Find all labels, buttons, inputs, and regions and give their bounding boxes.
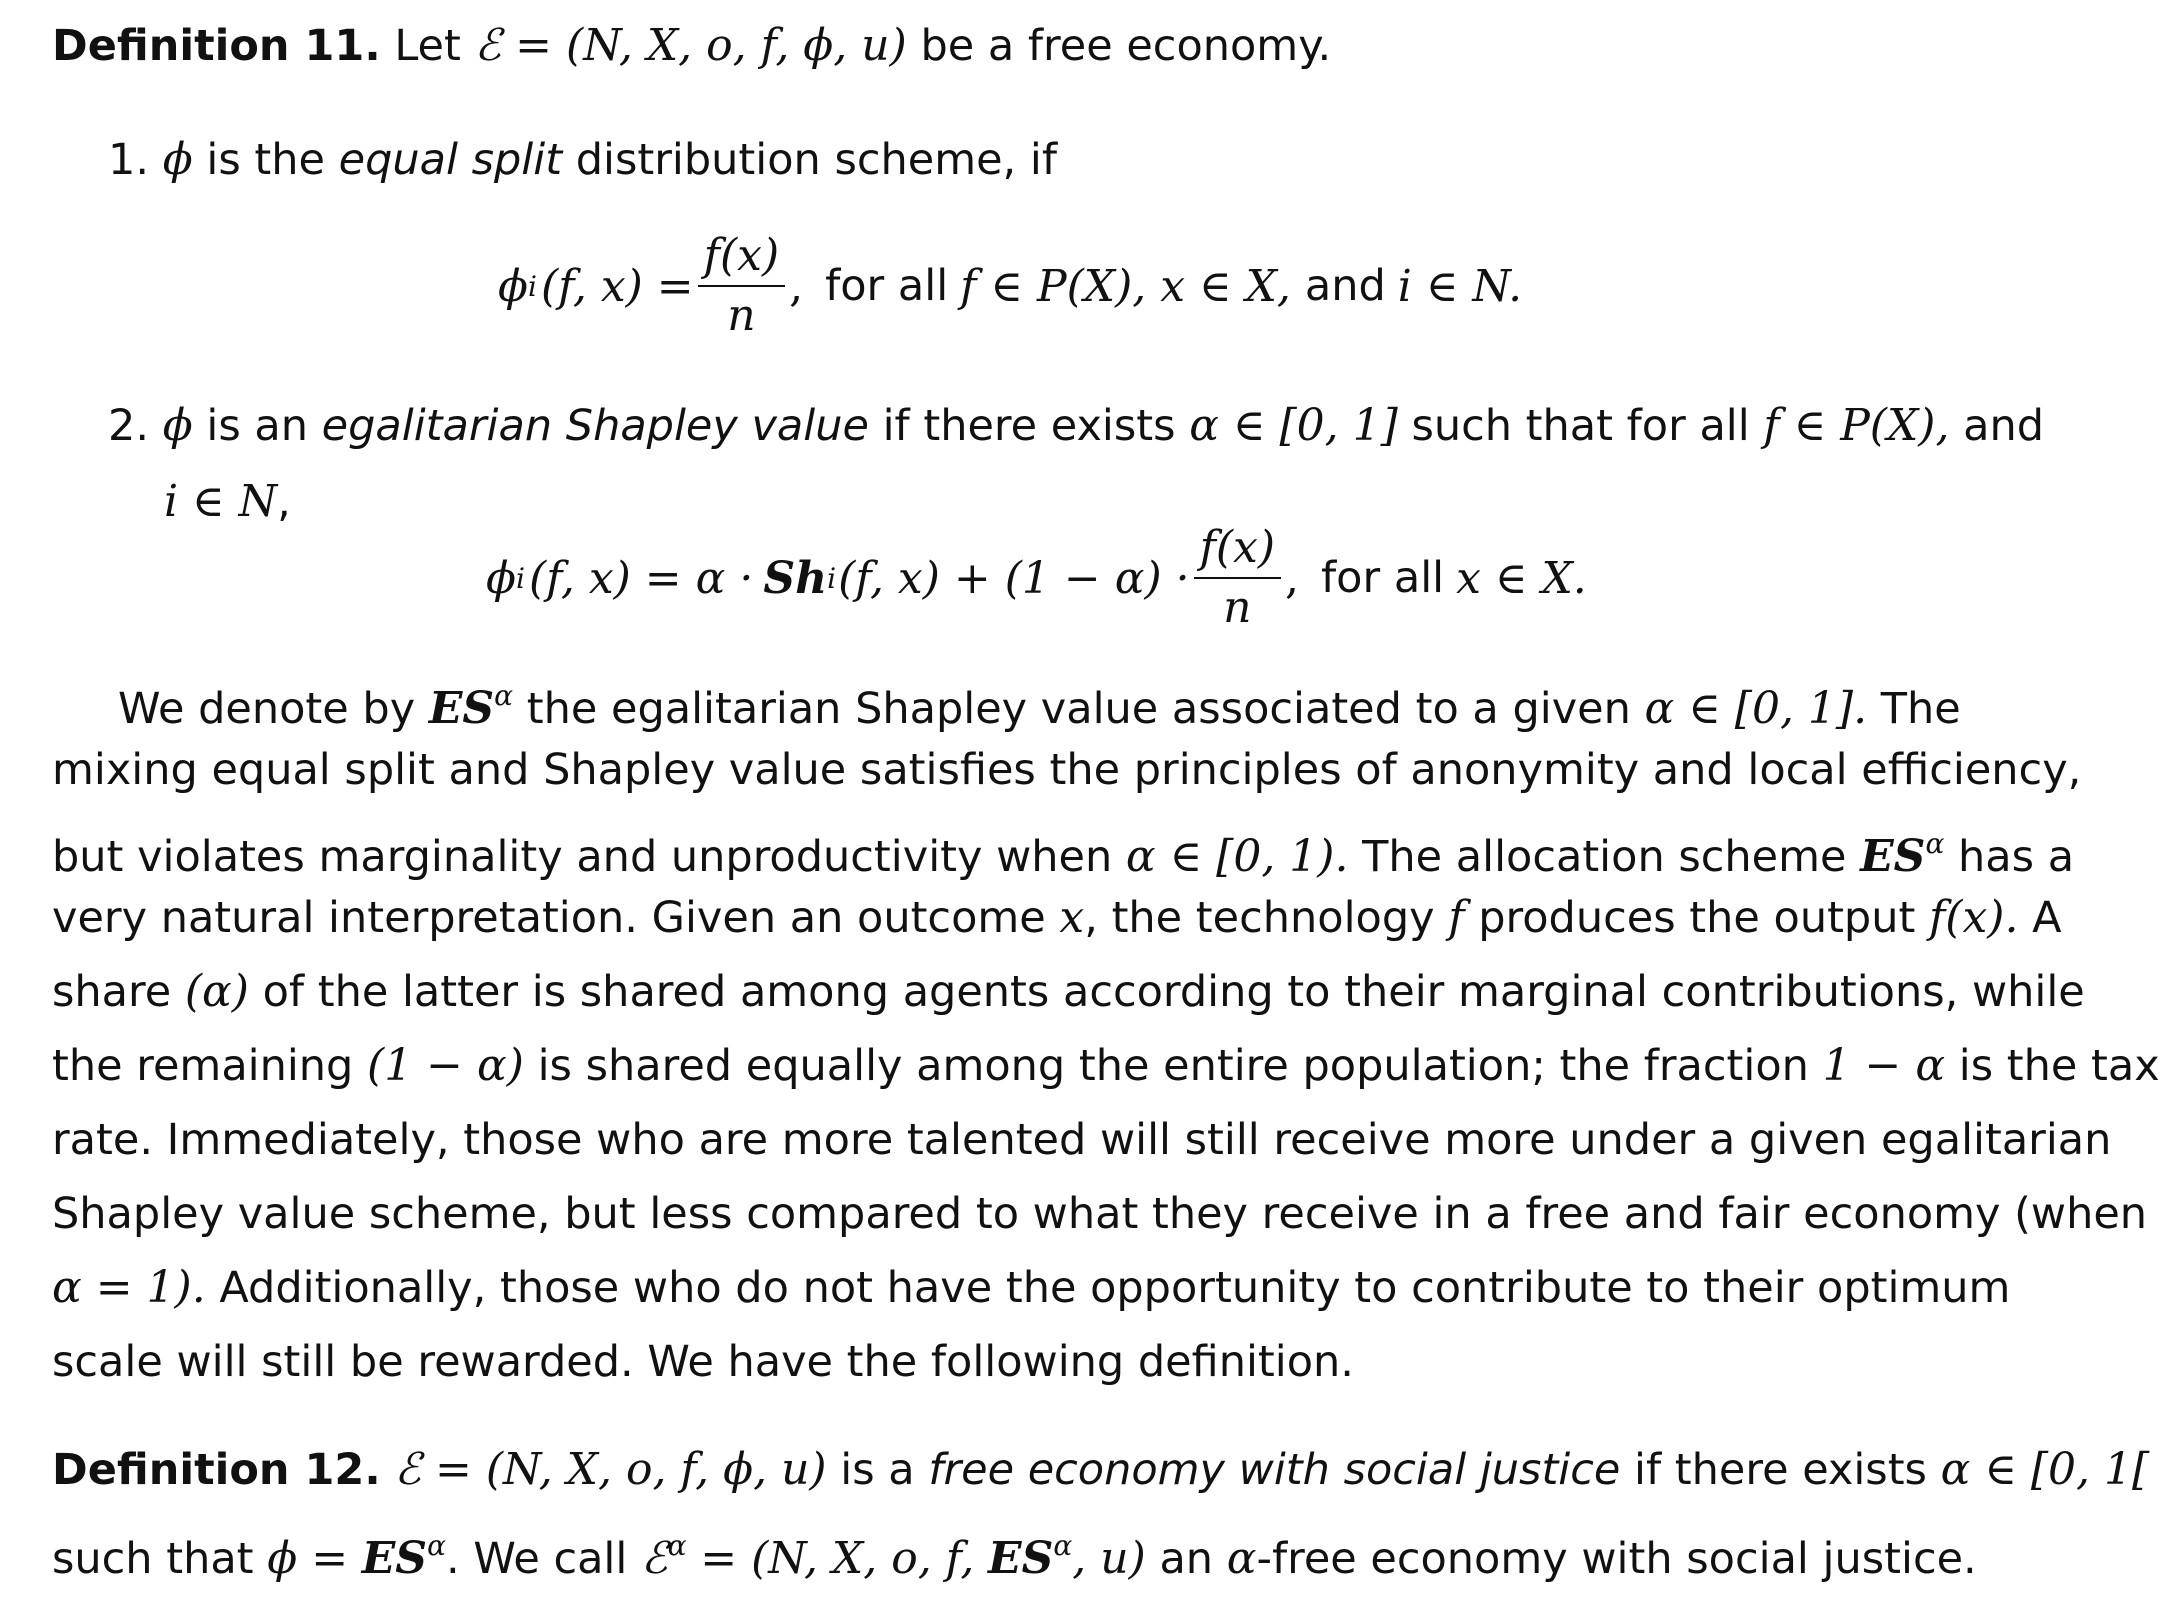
definition-12-text-a: is a [840,1445,915,1495]
para-line-3-c: has a [1958,832,2075,882]
para-line-3-math: α ∈ [0, 1). [1125,831,1349,882]
definition-12-text-c: such that [52,1534,254,1584]
eq1-frac-den: n [727,290,756,341]
item-2-text-c: such that for all [1411,401,1750,451]
definition-11-pre: Let [394,21,461,71]
definition-12-line-1 [52,1442,2150,1498]
para-line-4-d: A [2032,893,2062,943]
item-1-number: 1. [108,135,150,185]
definition-11-post: be a free economy. [920,21,1332,71]
eq1-lhs: ϕ [498,260,528,312]
para-line-9-b: Additionally, those who do not have the opportunity to contribute to their optimum [219,1263,2011,1313]
para-line-4-math-2: f [1448,892,1465,943]
eq2-lhs-sub: i [516,561,525,595]
eq1-fraction [698,229,785,343]
para-line-6-a: the remaining [52,1041,354,1091]
item-2-text-a: is an [206,401,308,451]
item-2-math-3: i ∈ N [164,476,278,527]
item-1-text-b: distribution scheme, if [575,135,1057,185]
eq1-frac-num: f(x) [698,229,785,287]
eq1-lhs-args: (f, x) = [540,260,694,312]
para-line-5-b: of the latter is shared among agents according to their marginal contributions, while [262,967,2085,1017]
para-line-3-b: The allocation scheme [1362,832,1847,882]
para-line-9 [52,1260,2011,1316]
definition-12-es-2-sup: α [1053,1529,1073,1562]
para-line-3 [52,816,2075,885]
item-2-math-2: f ∈ P(X), [1763,400,1950,451]
item-2-text-e: , [277,477,291,527]
para-line-1-c: The [1880,684,1961,734]
definition-12-text-e: an [1159,1534,1214,1584]
para-line-6-math-2: 1 − α [1822,1040,1946,1091]
definition-12-math-4a-sup: α [667,1529,687,1562]
definition-12-math-3: ϕ = [267,1533,349,1584]
definition-12-text-f: -free economy with social justice. [1256,1534,1977,1584]
para-line-4-c: produces the output [1478,893,1916,943]
para-line-1 [118,668,1961,737]
item-1-phi: ϕ [162,134,193,185]
para-es-1 [428,679,514,734]
definition-12-math-4b: = (N, X, o, f, [700,1533,975,1584]
item-2-text-b: if there exists [882,401,1176,451]
para-es-2-sup: α [1925,827,1945,860]
para-line-2 [52,742,2082,798]
para-line-8-text: Shapley value scheme, but less compared to what they receive in a free and fair economy (when [52,1189,2148,1239]
para-line-4 [52,890,2062,946]
item-2-math-1: α ∈ [0, 1] [1189,400,1398,451]
para-es-2 [1860,827,1945,882]
eq2-lhs: ϕ [486,552,516,604]
definition-12-math-5: α [1226,1533,1257,1584]
definition-12-label: Definition 12. [52,1445,381,1495]
para-line-4-b: , the technology [1084,893,1435,943]
para-es-2-base: ES [1860,831,1926,882]
para-line-6-c: is the tax [1958,1041,2160,1091]
eq2-frac-num: f(x) [1194,521,1281,579]
para-line-6-b: is shared equally among the entire population; the fraction [537,1041,1809,1091]
item-1-text [108,132,1898,188]
definition-12-es-2-base: ES [988,1533,1054,1584]
para-es-1-base: ES [428,683,495,734]
eq1-cond-and: and [1304,261,1386,311]
item-2-equation [486,518,1587,638]
item-1-text-a: is the [206,135,325,185]
definition-12-line-2 [52,1518,1977,1587]
para-line-5 [52,964,2085,1020]
item-2-phi: ϕ [162,400,193,451]
para-line-1-b: the egalitarian Shapley value associated to a given [526,684,1631,734]
item-2-number: 2. [108,401,150,451]
definition-12-math-1: ℰ = (N, X, o, f, ϕ, u) [394,1444,827,1495]
eq1-lhs-sub: i [528,269,537,303]
eq2-part-1: (f, x) = α · [528,552,754,604]
definition-12-text-d: . We call [445,1534,628,1584]
definition-11-label: Definition 11. [52,21,381,71]
para-line-1-math: α ∈ [0, 1]. [1644,683,1868,734]
item-2-term: egalitarian Shapley value [321,401,869,451]
para-line-4-math-1: x [1059,892,1085,943]
para-line-5-a: share [52,967,172,1017]
definition-11-tuple: ℰ = (N, X, o, f, ϕ, u) [474,20,907,71]
para-line-7-text: rate. Immediately, those who are more talented will still receive more under a given egalitarian [52,1115,2112,1165]
definition-12-term: free economy with social justice [928,1445,1621,1495]
eq2-cond-math: x ∈ X. [1456,552,1587,604]
eq2-comma: , [1285,552,1300,604]
para-line-6 [52,1038,2160,1094]
para-es-1-sup: α [494,679,514,712]
para-line-4-math-3: f(x). [1929,892,2019,943]
item-2-text-line-1 [108,398,2045,454]
eq1-cond-math-2: i ∈ N. [1397,260,1523,312]
eq2-fraction [1194,521,1281,635]
eq1-comma: , [789,260,804,312]
eq2-shapley-sub: i [827,561,837,595]
definition-12-es-1-sup: α [427,1529,446,1562]
item-1-equation [498,226,1522,346]
para-line-10 [52,1334,1898,1390]
eq2-part-2: (f, x) + (1 − α) · [838,552,1190,604]
definition-12-text-b: if there exists [1634,1445,1927,1495]
eq2-frac-den: n [1223,582,1252,633]
eq1-cond-math-1: f ∈ P(X), x ∈ X, [960,260,1291,312]
para-line-7 [52,1112,2112,1168]
para-line-6-math-1: (1 − α) [367,1040,524,1091]
eq1-cond-pre: for all [825,261,949,311]
definition-12-math-4c: , u) [1072,1533,1146,1584]
item-2-text-d: and [1963,401,2045,451]
para-line-9-math: α = 1). [52,1262,206,1313]
item-1-term: equal split [338,135,563,185]
definition-12-math-4a: ℰ [641,1533,668,1584]
definition-12-es-1-base: ES [361,1533,428,1584]
para-line-5-math: (α) [184,966,249,1017]
definition-11 [52,18,1898,74]
para-line-10-text: scale will still be rewarded. We have the following definition. [52,1337,1354,1387]
para-line-8 [52,1186,2148,1242]
eq2-shapley: Sh [763,552,828,604]
paper-page [52,0,2160,1598]
definition-12-math-2: α ∈ [0, 1[ [1940,1444,2150,1495]
eq2-cond-pre: for all [1321,553,1445,603]
para-line-4-a: very natural interpretation. Given an outcome [52,893,1046,943]
para-line-2-text: mixing equal split and Shapley value satisfies the principles of anonymity and local efficiency, [52,745,2082,795]
para-line-1-a: We denote by [118,684,416,734]
para-line-3-a: but violates marginality and unproductivity when [52,832,1113,882]
